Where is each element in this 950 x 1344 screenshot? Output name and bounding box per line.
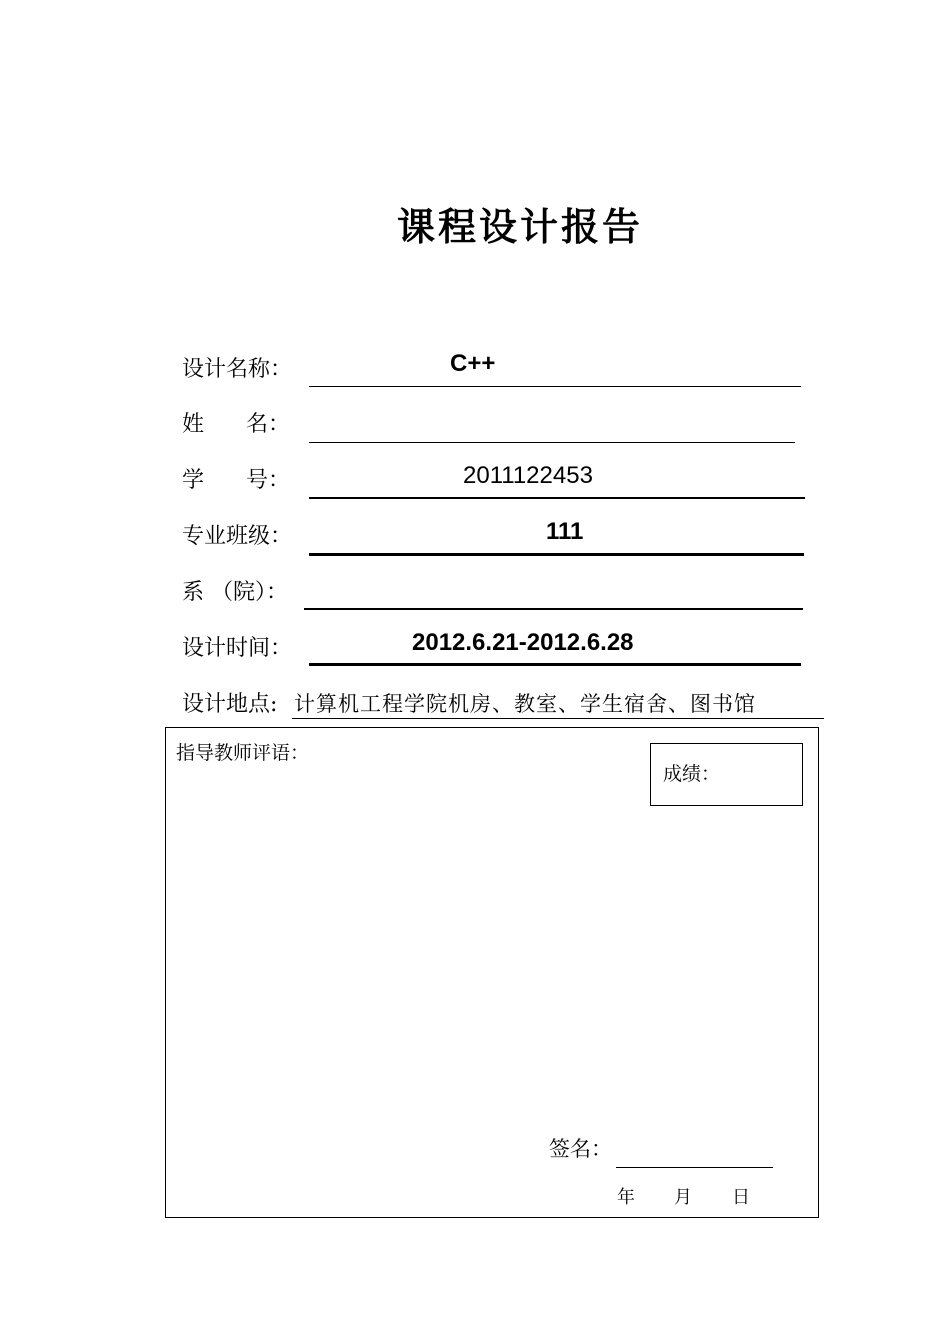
report-title: 课程设计报告 [396,204,643,249]
design-name-underline [309,386,801,387]
major-class-underline [309,553,804,556]
design-time-label: 设计时间： [182,636,293,661]
student-id-underline [309,497,805,499]
signature-underline [616,1167,773,1168]
student-name-label: 姓 名： [182,412,290,437]
student-name-underline [309,442,795,443]
date-day-label: 日 [732,1187,750,1208]
design-name-value: C++ [450,350,496,377]
advisor-comment-label: 指导教师评语： [176,742,310,764]
design-time-underline [309,663,801,666]
design-name-label: 设计名称： [182,357,293,382]
design-location-value: 计算机工程学院机房、教室、学生宿舍、图书馆 [294,692,756,716]
design-time-value: 2012.6.21-2012.6.28 [412,629,634,656]
signature-label: 签名： [549,1137,612,1161]
date-month-label: 月 [674,1187,692,1208]
student-id-value: 2011122453 [463,462,593,489]
score-label: 成绩： [663,763,721,785]
department-label: 系 （院）： [182,580,288,605]
major-class-label: 专业班级： [182,524,293,549]
major-class-value: 111 [546,518,584,545]
department-underline [304,608,803,610]
student-id-label: 学 号： [182,468,290,493]
design-location-label: 设计地点: [182,692,278,717]
design-location-underline [292,718,824,719]
date-year-label: 年 [617,1187,635,1208]
